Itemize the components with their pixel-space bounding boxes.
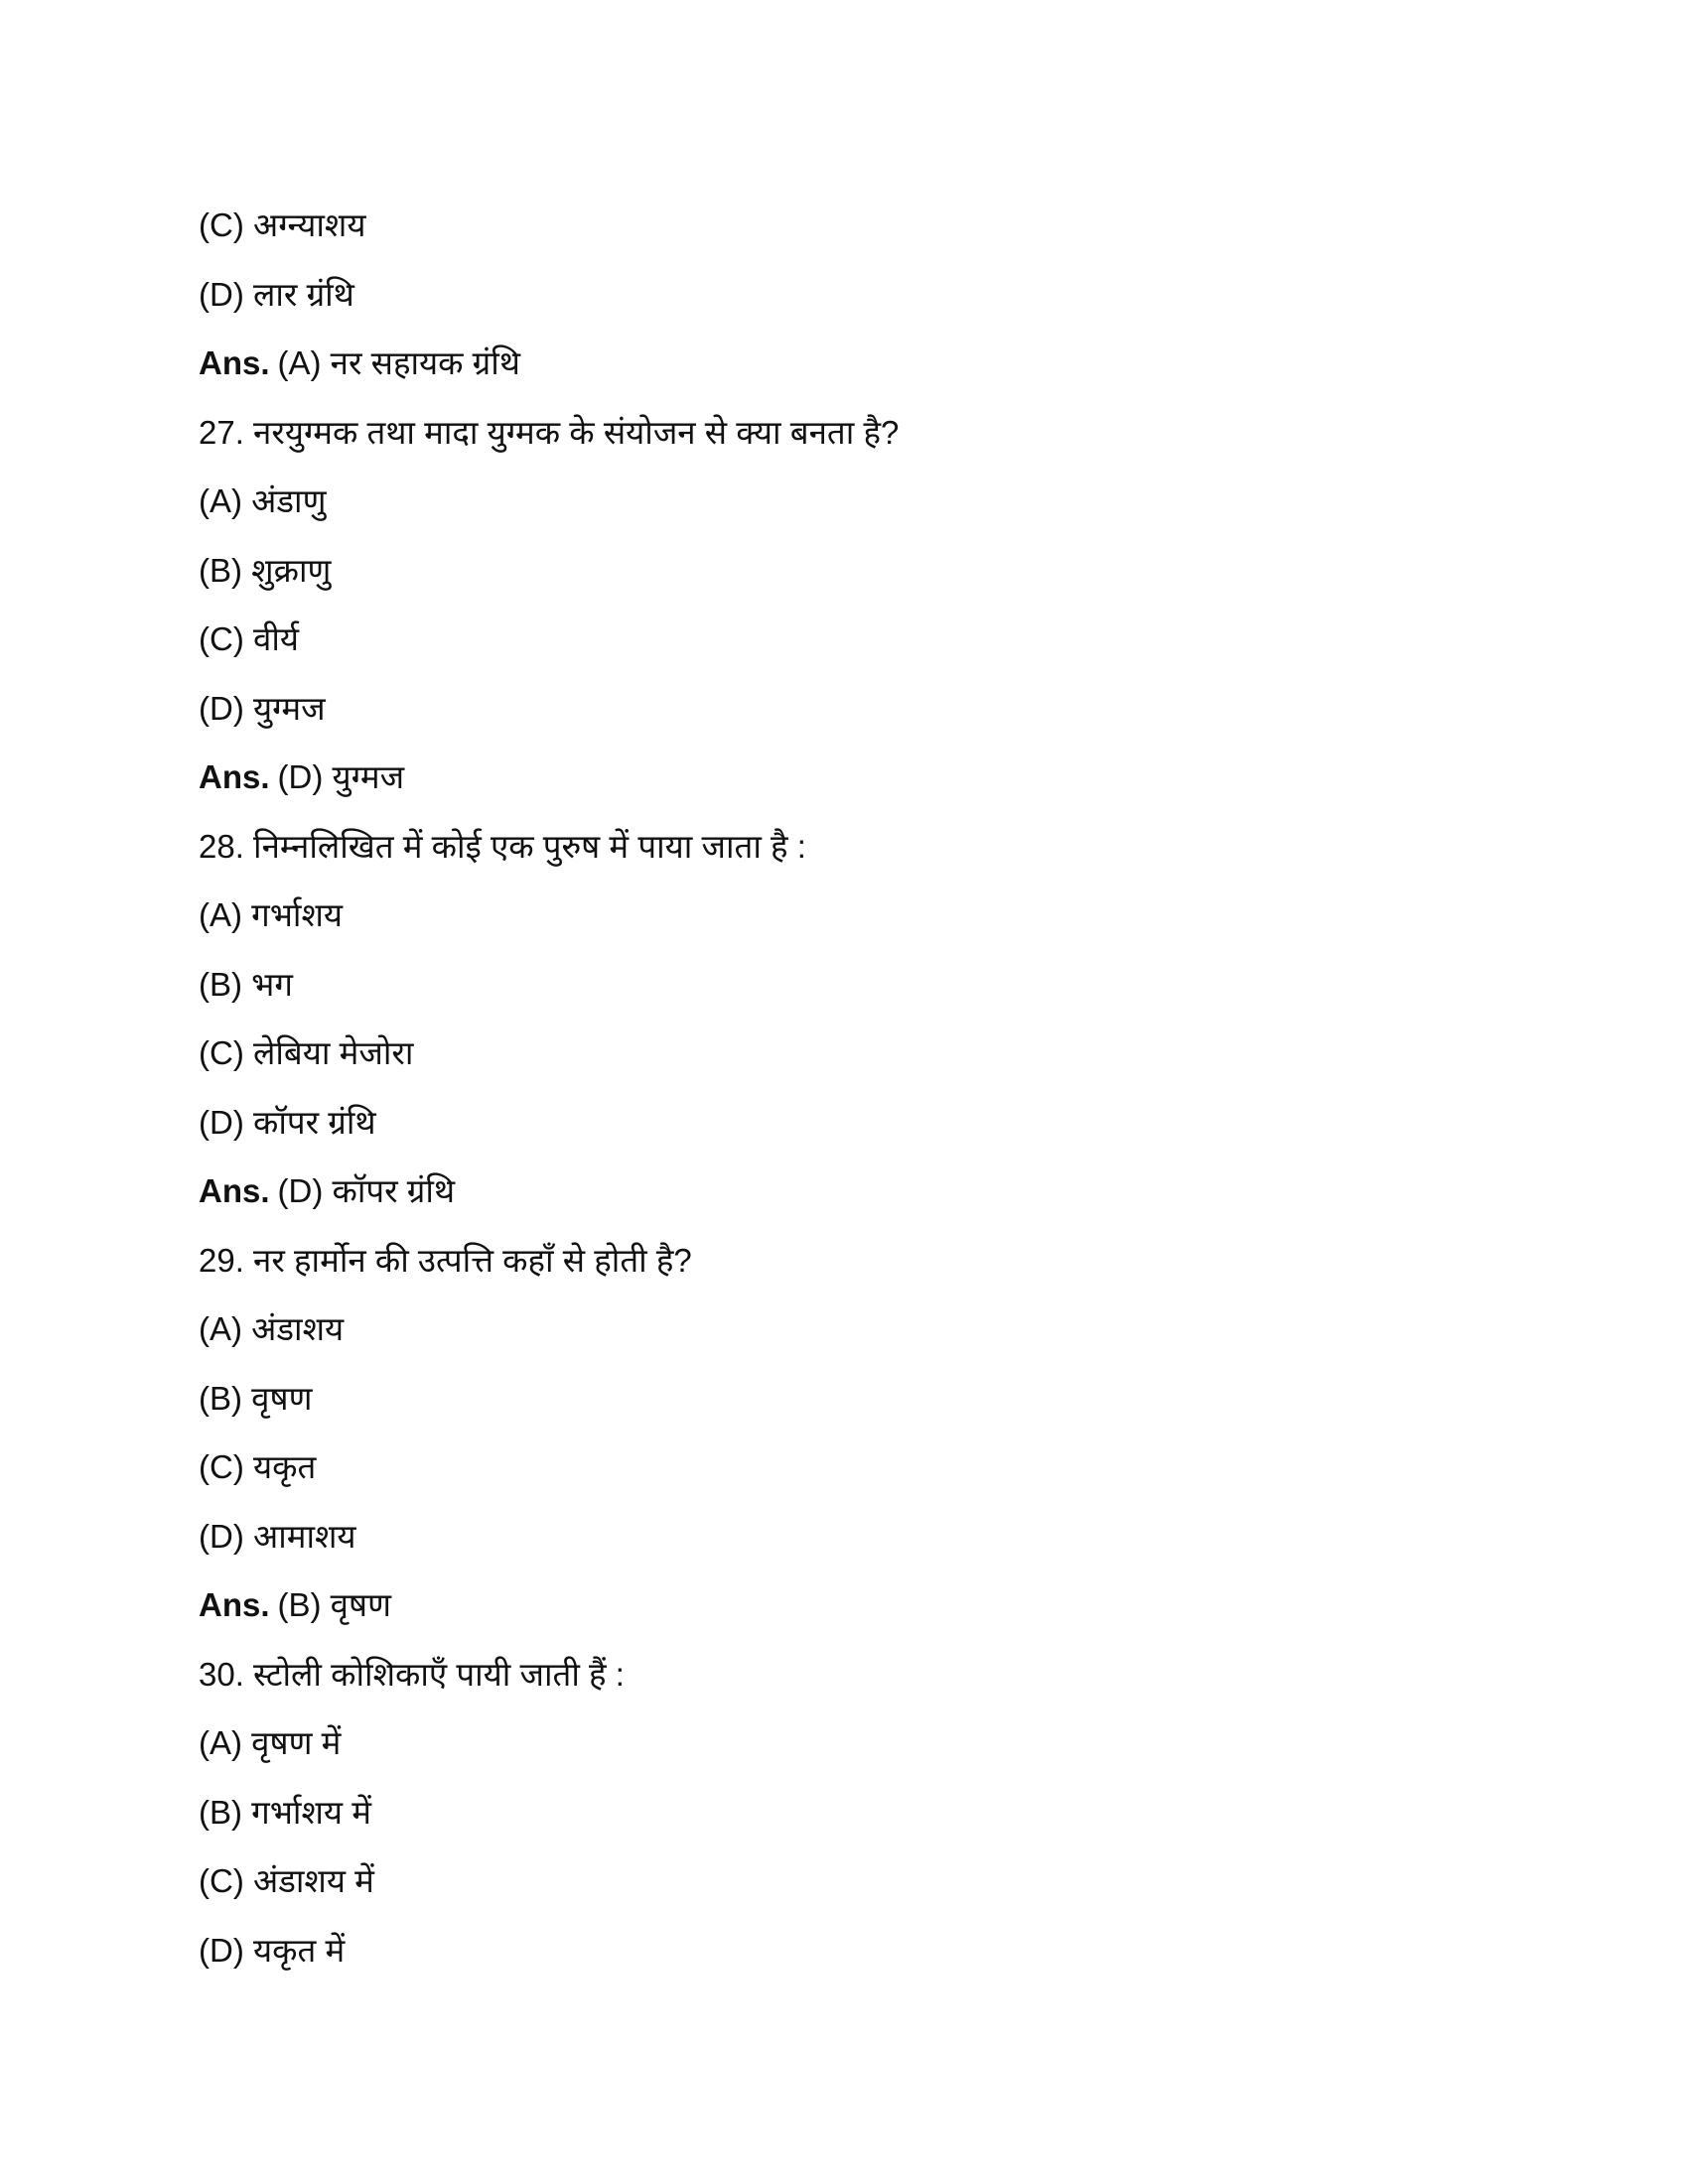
answer-line	[199, 329, 899, 398]
line-text: (B) वृषण	[199, 1379, 313, 1417]
line-text: (D) यकृत में	[199, 1931, 346, 1969]
answer-line	[199, 1157, 899, 1226]
option-line	[199, 1502, 899, 1571]
line-text: (C) यकृत	[199, 1448, 317, 1485]
line-text: (D) लार ग्रंथि	[199, 275, 354, 313]
option-line	[199, 605, 899, 674]
option-line	[199, 536, 899, 606]
option-line	[199, 881, 899, 950]
answer-line	[199, 743, 899, 812]
option-line	[199, 1846, 899, 1916]
option-line	[199, 1295, 899, 1364]
line-text: 29. नर हार्मोन की उत्पत्ति कहाँ से होती है?	[199, 1241, 692, 1279]
line-text: (B) वृषण	[277, 1586, 391, 1623]
answer-label: Ans.	[199, 344, 270, 381]
line-text: (A) गर्भाशय	[199, 896, 344, 933]
option-line	[199, 1433, 899, 1502]
line-text: (A) नर सहायक ग्रंथि	[277, 344, 520, 381]
option-line	[199, 467, 899, 536]
line-text: (A) अंडाशय	[199, 1310, 345, 1347]
line-text: (D) युग्मज	[199, 689, 326, 727]
line-text: 30. स्टोली कोशिकाएँ पायी जाती हैं :	[199, 1655, 625, 1693]
line-text: (D) आमाशय	[199, 1517, 356, 1555]
option-line	[199, 1916, 899, 1985]
option-line	[199, 191, 899, 260]
line-text: (C) अग्न्याशय	[199, 206, 366, 243]
option-line	[199, 1778, 899, 1847]
line-text: (B) भग	[199, 965, 293, 1003]
option-line	[199, 260, 899, 330]
line-text: (A) वृषण में	[199, 1724, 342, 1761]
option-line	[199, 950, 899, 1020]
answer-line	[199, 1570, 899, 1640]
line-text: (D) कॉपर ग्रंथि	[277, 1172, 456, 1209]
option-line	[199, 1708, 899, 1778]
question-list	[199, 191, 899, 1984]
question-text	[199, 398, 899, 468]
line-text: 28. निम्नलिखित में कोई एक पुरुष में पाया जाता है :	[199, 827, 806, 865]
line-text: (D) कॉपर ग्रंथि	[199, 1103, 376, 1141]
question-text	[199, 1640, 899, 1709]
line-text: (A) अंडाणु	[199, 482, 327, 519]
line-text: (C) वीर्य	[199, 620, 300, 657]
line-text: (C) लेबिया मेजोरा	[199, 1034, 414, 1071]
question-text	[199, 1226, 899, 1296]
line-text: 27. नरयुग्मक तथा मादा युग्मक के संयोजन से क्या बनता है?	[199, 413, 900, 451]
option-line	[199, 1364, 899, 1433]
line-text: (B) शुक्राणु	[199, 551, 332, 589]
line-text: (C) अंडाशय में	[199, 1862, 374, 1899]
question-text	[199, 812, 899, 882]
option-line	[199, 674, 899, 744]
option-line	[199, 1019, 899, 1088]
answer-label: Ans.	[199, 1586, 270, 1623]
answer-label: Ans.	[199, 758, 270, 795]
line-text: (B) गर्भाशय में	[199, 1793, 371, 1831]
option-line	[199, 1088, 899, 1158]
line-text: (D) युग्मज	[277, 758, 405, 795]
answer-label: Ans.	[199, 1172, 270, 1209]
